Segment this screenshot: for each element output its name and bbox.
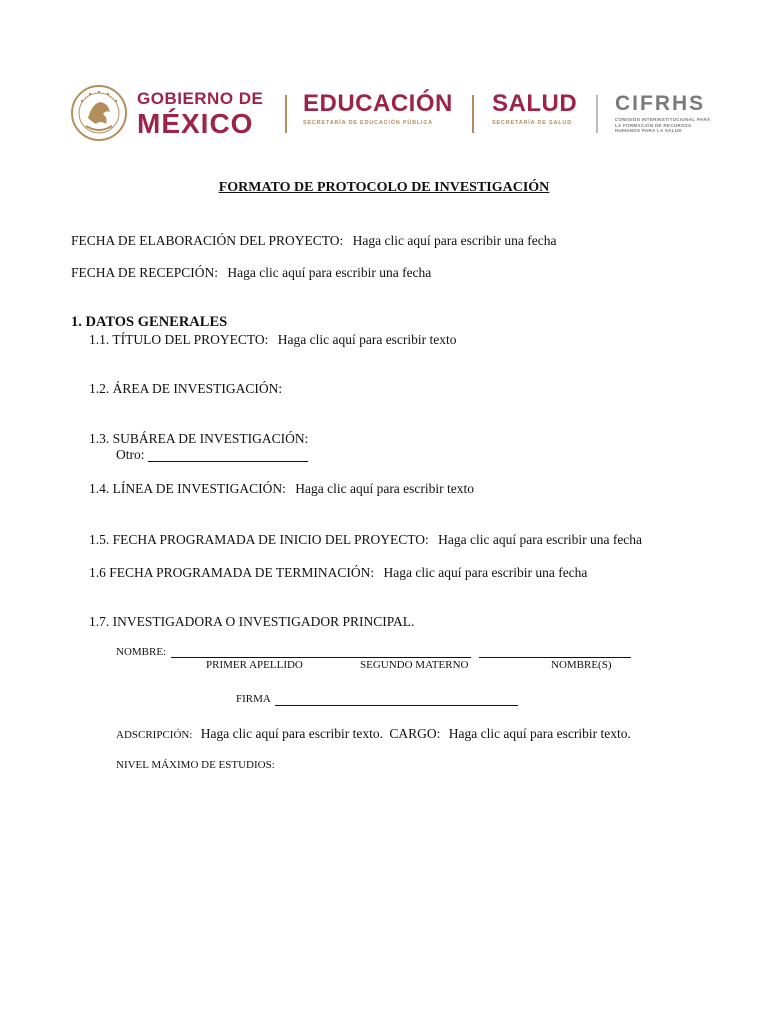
fecha-inicio-row (89, 533, 642, 547)
linea-investigacion-row (89, 482, 474, 496)
titulo-proyecto-label: 1.1. TÍTULO DEL PROYECTO: (89, 332, 269, 347)
header-divider (285, 95, 287, 133)
fecha-inicio-label: 1.5. FECHA PROGRAMADA DE INICIO DEL PROYECTO: (89, 532, 429, 547)
educacion-logo (303, 92, 453, 126)
nombre-label: NOMBRE: (116, 646, 167, 658)
national-seal-icon (70, 84, 128, 142)
fecha-elaboracion-row (71, 234, 557, 248)
fecha-termino-label: 1.6 FECHA PROGRAMADA DE TERMINACIÓN: (89, 565, 375, 580)
linea-investigacion-label: 1.4. LÍNEA DE INVESTIGACIÓN: (89, 481, 286, 496)
header-divider (596, 95, 598, 133)
cifrhs-logo (615, 93, 715, 134)
salud-subtitle: SECRETARÍA DE SALUD (492, 120, 572, 126)
fecha-recepcion-row (71, 266, 431, 280)
adscripcion-row (116, 727, 631, 741)
gobierno-line1: GOBIERNO DE (137, 89, 264, 108)
salud-title: SALUD (492, 90, 578, 117)
educacion-subtitle: SECRETARÍA DE EDUCACIÓN PÚBLICA (303, 120, 433, 126)
document-header (0, 0, 768, 170)
otro-label: Otro: (116, 447, 145, 462)
investigador-principal-label: 1.7. INVESTIGADORA O INVESTIGADOR PRINCIPAL. (89, 614, 415, 629)
fecha-elaboracion-label: FECHA DE ELABORACIÓN DEL PROYECTO: (71, 233, 344, 248)
nivel-estudios-label: NIVEL MÁXIMO DE ESTUDIOS: (116, 759, 275, 771)
section-heading-datos-generales: 1. DATOS GENERALES (71, 314, 228, 330)
otro-input-line[interactable] (148, 461, 308, 462)
gobierno-line2: MÉXICO (137, 108, 254, 139)
educacion-title: EDUCACIÓN (303, 90, 453, 117)
subarea-investigacion-label: 1.3. SUBÁREA DE INVESTIGACIÓN: (89, 431, 309, 446)
primer-apellido-caption: PRIMER APELLIDO (206, 659, 303, 671)
titulo-proyecto-row (89, 333, 457, 347)
nombre-apellidos-input-line[interactable] (171, 657, 471, 658)
fecha-recepcion-label: FECHA DE RECEPCIÓN: (71, 265, 219, 280)
cifrhs-subtitle: COMISIÓN INTERINSTITUCIONAL PARA LA FORMACIÓN DE RECURSOS HUMANOS PARA LA SALUD (615, 117, 711, 134)
fecha-inicio-field[interactable]: Haga clic aquí para escribir una fecha (438, 532, 643, 547)
header-divider (472, 95, 474, 133)
nombres-caption: NOMBRE(S) (551, 659, 612, 671)
cargo-label: CARGO: (389, 726, 441, 741)
firma-input-line[interactable] (275, 705, 518, 706)
adscripcion-field[interactable]: Haga clic aquí para escribir texto. (200, 726, 383, 741)
fecha-termino-field[interactable]: Haga clic aquí para escribir una fecha (383, 565, 588, 580)
gobierno-de-mexico-logo (137, 90, 263, 138)
firma-label: FIRMA (236, 693, 271, 705)
cifrhs-title: CIFRHS (615, 92, 706, 115)
linea-investigacion-field[interactable]: Haga clic aquí para escribir texto (295, 481, 475, 496)
document-title: FORMATO DE PROTOCOLO DE INVESTIGACIÓN (218, 180, 550, 195)
adscripcion-label: ADSCRIPCIÓN: (116, 729, 193, 741)
area-investigacion-label: 1.2. ÁREA DE INVESTIGACIÓN: (89, 381, 283, 396)
fecha-termino-row (89, 566, 587, 580)
fecha-recepcion-field[interactable]: Haga clic aquí para escribir una fecha (227, 265, 432, 280)
cargo-field[interactable]: Haga clic aquí para escribir texto. (448, 726, 631, 741)
titulo-proyecto-field[interactable]: Haga clic aquí para escribir texto (277, 332, 457, 347)
segundo-materno-caption: SEGUNDO MATERNO (360, 659, 469, 671)
fecha-elaboracion-field[interactable]: Haga clic aquí para escribir una fecha (352, 233, 557, 248)
salud-logo (492, 92, 577, 126)
nombres-input-line[interactable] (479, 657, 631, 658)
